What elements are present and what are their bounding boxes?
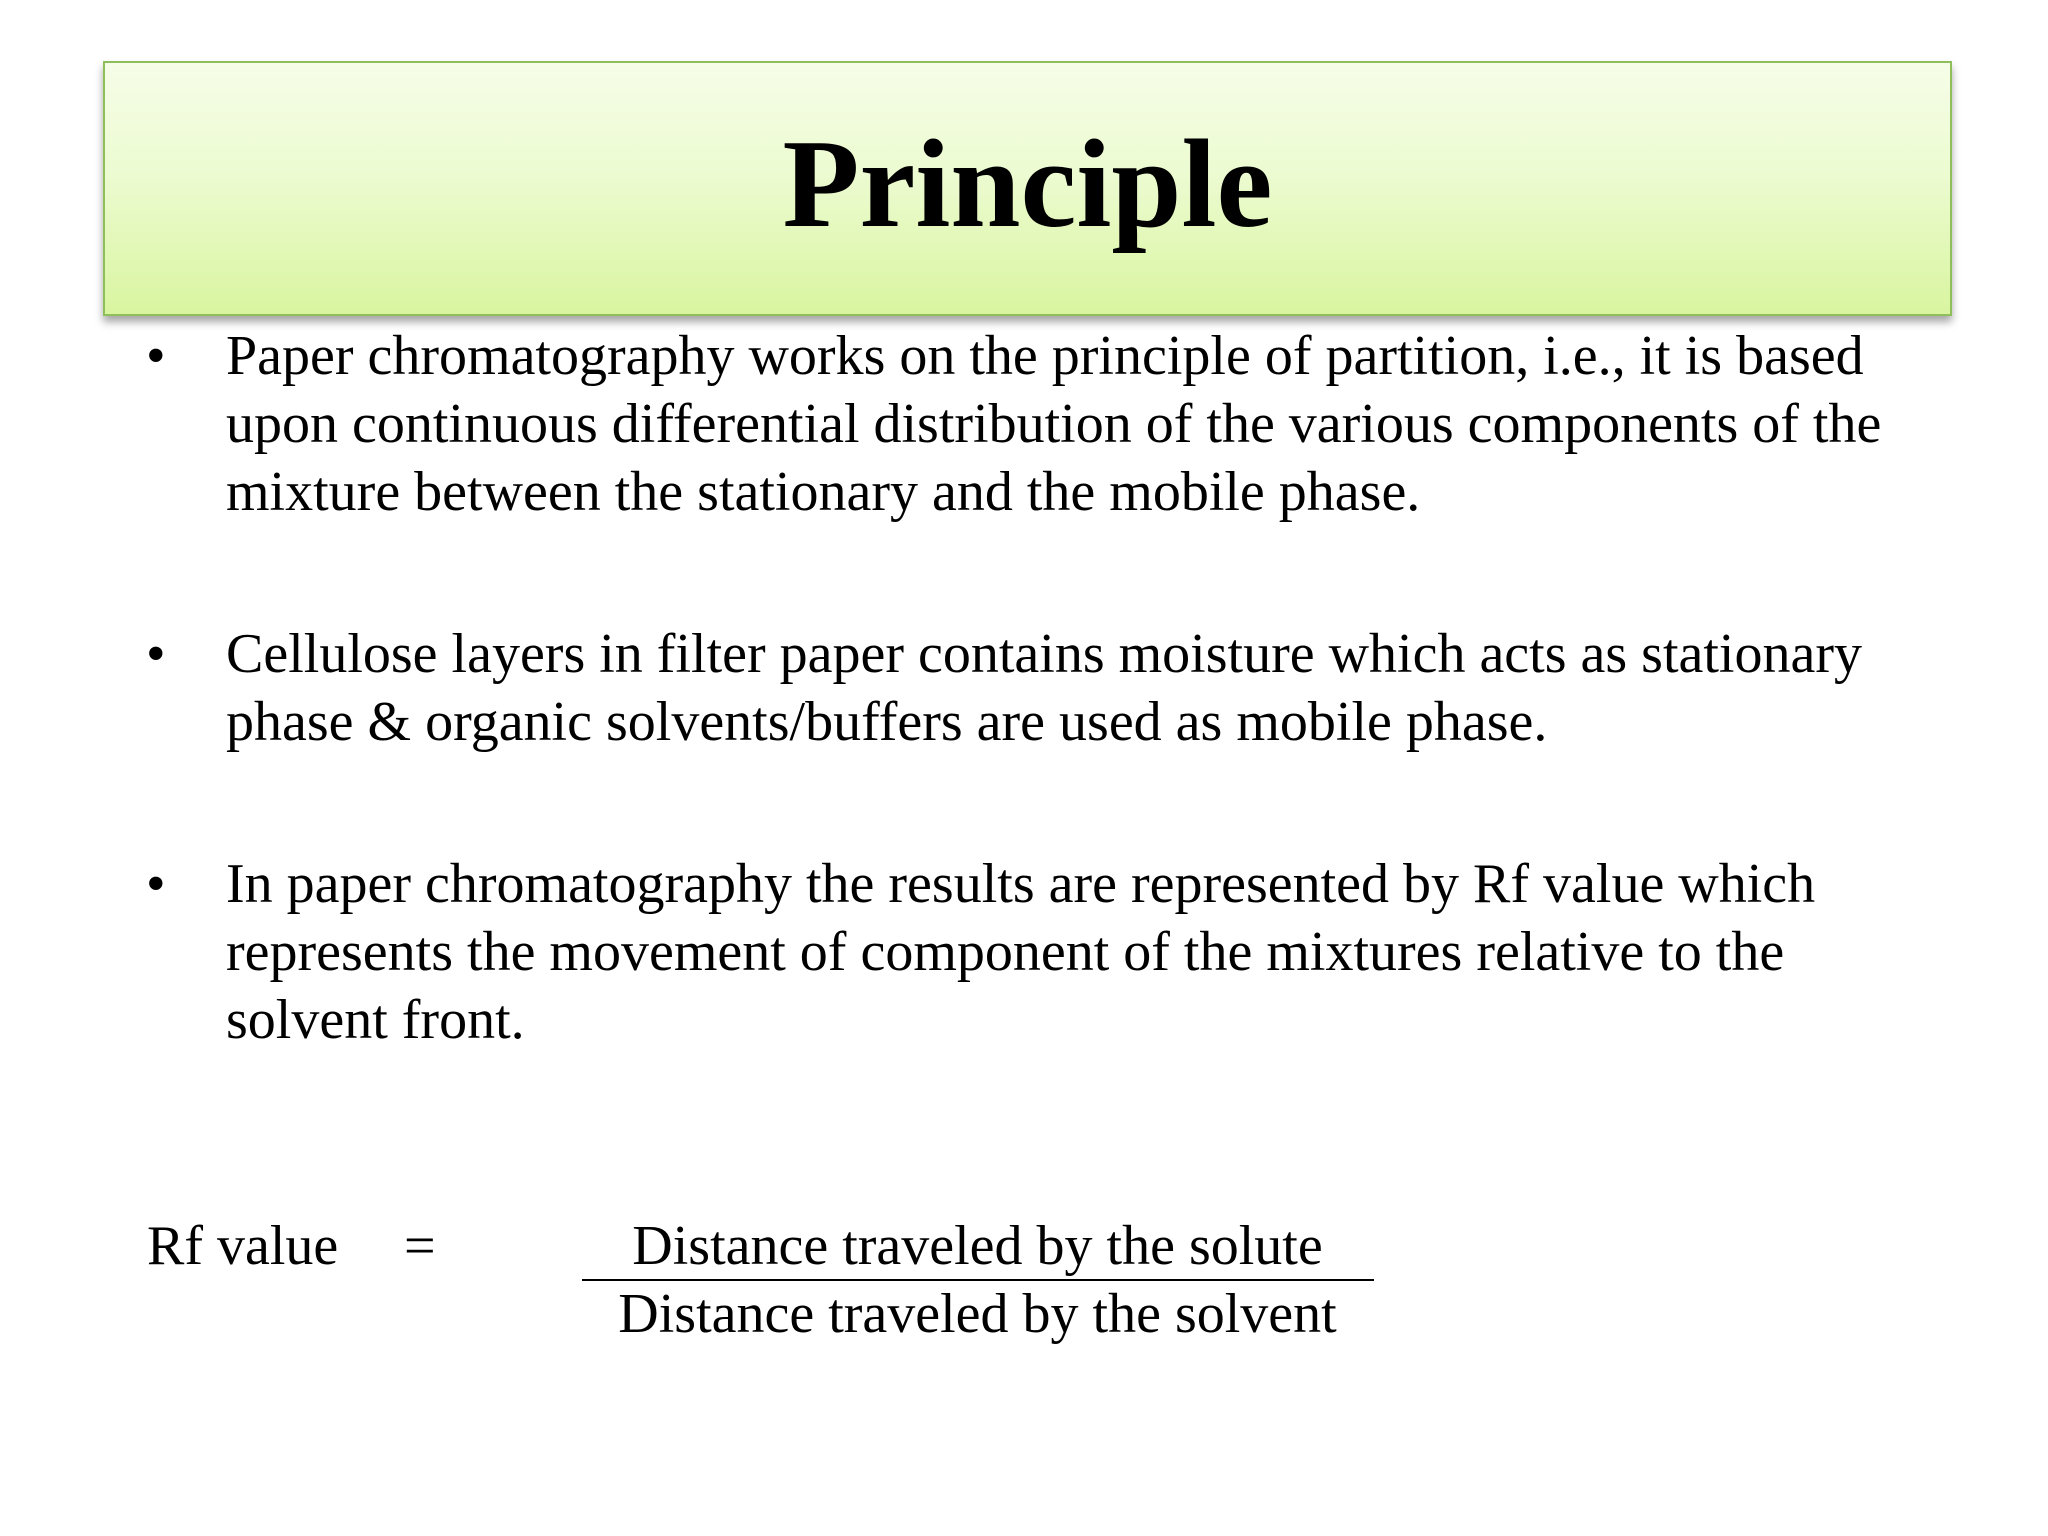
slide-title: Principle (782, 114, 1273, 254)
bullet-text: Cellulose layers in filter paper contains moisture which acts as stationary phase & organic solvents/buffers are used as mobile phase. (226, 623, 1862, 753)
bullet-list (140, 322, 1900, 1054)
formula-label: Rf value (147, 1215, 339, 1277)
bullet-marker: • (146, 623, 166, 685)
bullet-marker: • (146, 853, 166, 915)
bullet-text: In paper chromatography the results are represented by Rf value which represents the movement of component of the mixtures relative to the solvent front. (226, 853, 1816, 1051)
formula-denominator: Distance traveled by the solvent (618, 1283, 1337, 1345)
fraction-bar (582, 1279, 1374, 1281)
rf-formula (147, 1212, 1447, 1352)
formula-fraction (570, 1212, 1385, 1348)
bullet-item (140, 850, 1900, 1054)
bullet-item (140, 322, 1900, 526)
bullet-item (140, 620, 1900, 756)
formula-numerator: Distance traveled by the solute (632, 1215, 1323, 1277)
formula-equals-sign: = (404, 1215, 436, 1277)
bullet-marker: • (146, 325, 166, 387)
title-banner (103, 61, 1952, 316)
bullet-text: Paper chromatography works on the principle of partition, i.e., it is based upon continuous differential distribution of the various components of the mixture between the stationary and the mobile phase. (226, 325, 1882, 523)
